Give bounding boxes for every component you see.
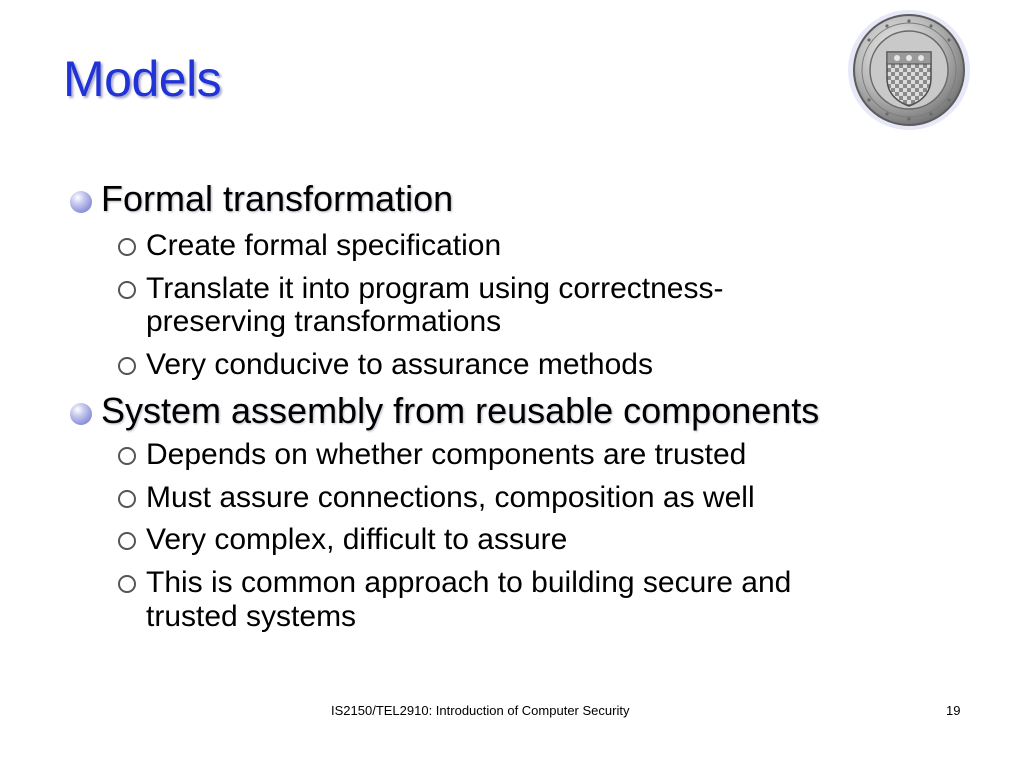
page-number: 19 [946, 703, 961, 718]
bullet-ring-icon [118, 357, 136, 375]
sub-bullet-text: Must assure connections, composition as well [146, 481, 755, 514]
sub-bullet-text: Depends on whether components are trusted [146, 438, 747, 471]
sub-bullet-text: Very conducive to assurance methods [146, 348, 653, 381]
bullet-text: Formal transformation [101, 178, 454, 219]
sub-bullet-text-continuation: preserving transformations [146, 305, 502, 338]
university-seal-logo [848, 10, 970, 130]
sub-bullet-text-continuation: trusted systems [146, 600, 357, 633]
seal-icon [851, 12, 967, 128]
sub-bullet-text: Very complex, difficult to assure [146, 523, 568, 556]
footer-course-title: IS2150/TEL2910: Introduction of Computer Security [331, 703, 630, 718]
bullet-ring-icon [118, 532, 136, 550]
bullet-ring-icon [118, 281, 136, 299]
bullet-ring-icon [118, 575, 136, 593]
sub-bullet-text: Create formal specification [146, 229, 502, 262]
bullet-ring-icon [118, 238, 136, 256]
bullet-ring-icon [118, 490, 136, 508]
bullet-text: System assembly from reusable components [101, 390, 820, 431]
slide-title: Models [63, 51, 222, 107]
bullet-disc-icon [70, 403, 92, 425]
bullet-ring-icon [118, 447, 136, 465]
sub-bullet-text: Translate it into program using correctness- [146, 272, 724, 305]
sub-bullet-text: This is common approach to building secure and [146, 566, 792, 599]
bullet-disc-icon [70, 191, 92, 213]
